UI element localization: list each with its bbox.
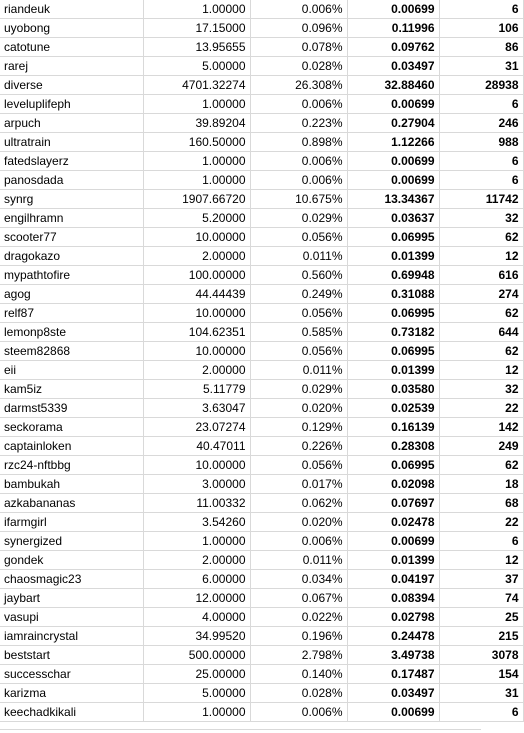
value-cell[interactable]: 0.24478	[347, 627, 439, 646]
amount-cell[interactable]: 2.00000	[143, 361, 250, 380]
amount-cell[interactable]: 5.11779	[143, 380, 250, 399]
value-cell[interactable]: 0.73182	[347, 323, 439, 342]
value-cell[interactable]: 0.07697	[347, 494, 439, 513]
percent-cell[interactable]: 0.011%	[250, 361, 347, 380]
amount-cell[interactable]: 13.95655	[143, 38, 250, 57]
percent-cell[interactable]: 0.017%	[250, 475, 347, 494]
amount-cell[interactable]: 25.00000	[143, 665, 250, 684]
value-cell[interactable]: 0.69948	[347, 266, 439, 285]
value-cell[interactable]: 0.03580	[347, 380, 439, 399]
value-cell[interactable]: 0.06995	[347, 304, 439, 323]
table-row	[0, 19, 523, 38]
name-cell[interactable]: beststart	[0, 646, 143, 665]
value-cell[interactable]: 0.00699	[347, 703, 439, 722]
reward-cell[interactable]: 86	[439, 38, 523, 57]
table-row	[0, 266, 523, 285]
value-cell[interactable]: 0.28308	[347, 437, 439, 456]
reward-cell[interactable]: 6	[439, 171, 523, 190]
percent-cell[interactable]: 0.006%	[250, 0, 347, 19]
percent-cell[interactable]: 0.028%	[250, 684, 347, 703]
reward-cell[interactable]: 37	[439, 570, 523, 589]
name-cell[interactable]: darmst5339	[0, 399, 143, 418]
table-row	[0, 38, 523, 57]
table-row	[0, 323, 523, 342]
reward-cell[interactable]: 246	[439, 114, 523, 133]
reward-cell[interactable]: 106	[439, 19, 523, 38]
value-cell[interactable]: 0.09762	[347, 38, 439, 57]
value-cell[interactable]: 0.02098	[347, 475, 439, 494]
percent-cell[interactable]: 0.034%	[250, 570, 347, 589]
value-cell[interactable]: 0.02539	[347, 399, 439, 418]
name-cell[interactable]: jaybart	[0, 589, 143, 608]
percent-cell[interactable]: 0.067%	[250, 589, 347, 608]
reward-cell[interactable]: 62	[439, 456, 523, 475]
reward-cell[interactable]: 28938	[439, 76, 523, 95]
reward-cell[interactable]: 11742	[439, 190, 523, 209]
amount-cell[interactable]: 17.15000	[143, 19, 250, 38]
reward-cell[interactable]: 22	[439, 399, 523, 418]
percent-cell[interactable]: 0.062%	[250, 494, 347, 513]
table-row	[0, 0, 523, 19]
percent-cell[interactable]: 0.011%	[250, 247, 347, 266]
amount-cell[interactable]: 12.00000	[143, 589, 250, 608]
table-row	[0, 627, 523, 646]
percent-cell[interactable]: 0.078%	[250, 38, 347, 57]
name-cell[interactable]: captainloken	[0, 437, 143, 456]
value-cell[interactable]: 0.00699	[347, 0, 439, 19]
percent-cell[interactable]: 0.056%	[250, 342, 347, 361]
table-row	[0, 513, 523, 532]
table-row	[0, 684, 523, 703]
name-cell[interactable]: engilhramn	[0, 209, 143, 228]
percent-cell[interactable]: 0.028%	[250, 57, 347, 76]
amount-cell[interactable]: 1.00000	[143, 152, 250, 171]
table-row	[0, 437, 523, 456]
amount-cell[interactable]: 11.00332	[143, 494, 250, 513]
amount-cell[interactable]: 5.00000	[143, 57, 250, 76]
value-cell[interactable]: 3.49738	[347, 646, 439, 665]
reward-cell[interactable]: 616	[439, 266, 523, 285]
amount-cell[interactable]: 34.99520	[143, 627, 250, 646]
percent-cell[interactable]: 26.308%	[250, 76, 347, 95]
percent-cell[interactable]: 0.029%	[250, 209, 347, 228]
table-row	[0, 380, 523, 399]
table-row	[0, 665, 523, 684]
value-cell[interactable]: 13.34367	[347, 190, 439, 209]
table-row	[0, 570, 523, 589]
percent-cell[interactable]: 0.020%	[250, 399, 347, 418]
name-cell[interactable]: rzc24-nftbbg	[0, 456, 143, 475]
name-cell[interactable]: uyobong	[0, 19, 143, 38]
reward-cell[interactable]: 6	[439, 95, 523, 114]
percent-cell[interactable]: 0.006%	[250, 532, 347, 551]
percent-cell[interactable]: 0.196%	[250, 627, 347, 646]
amount-cell[interactable]: 1907.66720	[143, 190, 250, 209]
amount-cell[interactable]: 160.50000	[143, 133, 250, 152]
name-cell[interactable]: synergized	[0, 532, 143, 551]
reward-cell[interactable]: 68	[439, 494, 523, 513]
value-cell[interactable]: 0.03497	[347, 684, 439, 703]
amount-cell[interactable]: 3.00000	[143, 475, 250, 494]
percent-cell[interactable]: 0.029%	[250, 380, 347, 399]
reward-cell[interactable]: 18	[439, 475, 523, 494]
amount-cell[interactable]: 6.00000	[143, 570, 250, 589]
table-row	[0, 285, 523, 304]
reward-cell[interactable]: 12	[439, 361, 523, 380]
reward-cell[interactable]: 32	[439, 380, 523, 399]
table-row	[0, 228, 523, 247]
next-row-edge	[0, 729, 481, 733]
amount-cell[interactable]: 3.63047	[143, 399, 250, 418]
name-cell[interactable]: bambukah	[0, 475, 143, 494]
percent-cell[interactable]: 0.129%	[250, 418, 347, 437]
value-cell[interactable]: 0.01399	[347, 247, 439, 266]
value-cell[interactable]: 0.02478	[347, 513, 439, 532]
table-row	[0, 133, 523, 152]
table-row	[0, 494, 523, 513]
percent-cell[interactable]: 0.020%	[250, 513, 347, 532]
reward-cell[interactable]: 142	[439, 418, 523, 437]
value-cell[interactable]: 0.31088	[347, 285, 439, 304]
name-cell[interactable]: rarej	[0, 57, 143, 76]
reward-cell[interactable]: 62	[439, 228, 523, 247]
percent-cell[interactable]: 0.056%	[250, 228, 347, 247]
reward-cell[interactable]: 249	[439, 437, 523, 456]
reward-cell[interactable]: 22	[439, 513, 523, 532]
name-cell[interactable]: vasupi	[0, 608, 143, 627]
percent-cell[interactable]: 2.798%	[250, 646, 347, 665]
table-row	[0, 342, 523, 361]
amount-cell[interactable]: 39.89204	[143, 114, 250, 133]
name-cell[interactable]: scooter77	[0, 228, 143, 247]
amount-cell[interactable]: 44.44439	[143, 285, 250, 304]
table-row	[0, 190, 523, 209]
table-row	[0, 152, 523, 171]
amount-cell[interactable]: 1.00000	[143, 532, 250, 551]
table-row	[0, 551, 523, 570]
reward-cell[interactable]: 62	[439, 304, 523, 323]
amount-cell[interactable]: 4.00000	[143, 608, 250, 627]
table-row	[0, 418, 523, 437]
percent-cell[interactable]: 0.249%	[250, 285, 347, 304]
name-cell[interactable]: catotune	[0, 38, 143, 57]
table-row	[0, 76, 523, 95]
value-cell[interactable]: 0.00699	[347, 152, 439, 171]
value-cell[interactable]: 0.17487	[347, 665, 439, 684]
reward-cell[interactable]: 12	[439, 247, 523, 266]
reward-cell[interactable]: 6	[439, 0, 523, 19]
name-cell[interactable]: keechadkikali	[0, 703, 143, 722]
name-cell[interactable]: diverse	[0, 76, 143, 95]
table-row	[0, 114, 523, 133]
value-cell[interactable]: 0.01399	[347, 361, 439, 380]
amount-cell[interactable]: 5.00000	[143, 684, 250, 703]
amount-cell[interactable]: 104.62351	[143, 323, 250, 342]
amount-cell[interactable]: 10.00000	[143, 228, 250, 247]
name-cell[interactable]: dragokazo	[0, 247, 143, 266]
name-cell[interactable]: agog	[0, 285, 143, 304]
table-row	[0, 247, 523, 266]
name-cell[interactable]: ifarmgirl	[0, 513, 143, 532]
reward-cell[interactable]: 74	[439, 589, 523, 608]
reward-cell[interactable]: 988	[439, 133, 523, 152]
name-cell[interactable]: seckorama	[0, 418, 143, 437]
table-row	[0, 475, 523, 494]
percent-cell[interactable]: 0.898%	[250, 133, 347, 152]
percent-cell[interactable]: 0.006%	[250, 152, 347, 171]
percent-cell[interactable]: 0.011%	[250, 551, 347, 570]
amount-cell[interactable]: 1.00000	[143, 171, 250, 190]
table-row	[0, 399, 523, 418]
value-cell[interactable]: 0.11996	[347, 19, 439, 38]
amount-cell[interactable]: 1.00000	[143, 703, 250, 722]
value-cell[interactable]: 0.08394	[347, 589, 439, 608]
percent-cell[interactable]: 0.226%	[250, 437, 347, 456]
name-cell[interactable]: chaosmagic23	[0, 570, 143, 589]
percent-cell[interactable]: 0.022%	[250, 608, 347, 627]
amount-cell[interactable]: 3.54260	[143, 513, 250, 532]
name-cell[interactable]: azkabananas	[0, 494, 143, 513]
reward-cell[interactable]: 25	[439, 608, 523, 627]
amount-cell[interactable]: 2.00000	[143, 247, 250, 266]
percent-cell[interactable]: 0.006%	[250, 703, 347, 722]
reward-cell[interactable]: 62	[439, 342, 523, 361]
amount-cell[interactable]: 500.00000	[143, 646, 250, 665]
reward-cell[interactable]: 31	[439, 57, 523, 76]
value-cell[interactable]: 0.03497	[347, 57, 439, 76]
table-row	[0, 703, 523, 722]
reward-cell[interactable]: 6	[439, 152, 523, 171]
value-cell[interactable]: 0.00699	[347, 171, 439, 190]
percent-cell[interactable]: 0.560%	[250, 266, 347, 285]
name-cell[interactable]: riandeuk	[0, 0, 143, 19]
name-cell[interactable]: eii	[0, 361, 143, 380]
name-cell[interactable]: fatedslayerz	[0, 152, 143, 171]
name-cell[interactable]: synrg	[0, 190, 143, 209]
value-cell[interactable]: 1.12266	[347, 133, 439, 152]
reward-cell[interactable]: 12	[439, 551, 523, 570]
table-row	[0, 95, 523, 114]
table-row	[0, 209, 523, 228]
amount-cell[interactable]: 1.00000	[143, 0, 250, 19]
name-cell[interactable]: arpuch	[0, 114, 143, 133]
reward-cell[interactable]: 31	[439, 684, 523, 703]
amount-cell[interactable]: 10.00000	[143, 342, 250, 361]
value-cell[interactable]: 0.06995	[347, 342, 439, 361]
reward-cell[interactable]: 274	[439, 285, 523, 304]
table-row	[0, 589, 523, 608]
percent-cell[interactable]: 0.006%	[250, 171, 347, 190]
percent-cell[interactable]: 0.140%	[250, 665, 347, 684]
amount-cell[interactable]: 2.00000	[143, 551, 250, 570]
percent-cell[interactable]: 0.056%	[250, 304, 347, 323]
amount-cell[interactable]: 40.47011	[143, 437, 250, 456]
amount-cell[interactable]: 1.00000	[143, 95, 250, 114]
reward-cell[interactable]: 215	[439, 627, 523, 646]
reward-cell[interactable]: 6	[439, 532, 523, 551]
name-cell[interactable]: gondek	[0, 551, 143, 570]
value-cell[interactable]: 0.02798	[347, 608, 439, 627]
value-cell[interactable]: 0.16139	[347, 418, 439, 437]
percent-cell[interactable]: 10.675%	[250, 190, 347, 209]
amount-cell[interactable]: 23.07274	[143, 418, 250, 437]
amount-cell[interactable]: 4701.32274	[143, 76, 250, 95]
reward-cell[interactable]: 32	[439, 209, 523, 228]
percent-cell[interactable]: 0.056%	[250, 456, 347, 475]
value-cell[interactable]: 0.04197	[347, 570, 439, 589]
percent-cell[interactable]: 0.223%	[250, 114, 347, 133]
value-cell[interactable]: 0.00699	[347, 532, 439, 551]
name-cell[interactable]: steem82868	[0, 342, 143, 361]
table-row	[0, 608, 523, 627]
amount-cell[interactable]: 5.20000	[143, 209, 250, 228]
name-cell[interactable]: iamraincrystal	[0, 627, 143, 646]
name-cell[interactable]: lemonp8ste	[0, 323, 143, 342]
value-cell[interactable]: 0.27904	[347, 114, 439, 133]
reward-cell[interactable]: 6	[439, 703, 523, 722]
name-cell[interactable]: panosdada	[0, 171, 143, 190]
reward-cell[interactable]: 154	[439, 665, 523, 684]
value-cell[interactable]: 0.06995	[347, 228, 439, 247]
name-cell[interactable]: kam5iz	[0, 380, 143, 399]
name-cell[interactable]: mypathtofire	[0, 266, 143, 285]
table-row	[0, 532, 523, 551]
table-row	[0, 361, 523, 380]
amount-cell[interactable]: 10.00000	[143, 456, 250, 475]
value-cell[interactable]: 0.06995	[347, 456, 439, 475]
name-cell[interactable]: leveluplifeph	[0, 95, 143, 114]
name-cell[interactable]: karizma	[0, 684, 143, 703]
value-cell[interactable]: 0.00699	[347, 95, 439, 114]
name-cell[interactable]: successchar	[0, 665, 143, 684]
amount-cell[interactable]: 100.00000	[143, 266, 250, 285]
percent-cell[interactable]: 0.006%	[250, 95, 347, 114]
percent-cell[interactable]: 0.585%	[250, 323, 347, 342]
name-cell[interactable]: relf87	[0, 304, 143, 323]
name-cell[interactable]: ultratrain	[0, 133, 143, 152]
value-cell[interactable]: 32.88460	[347, 76, 439, 95]
table-row	[0, 171, 523, 190]
table-row	[0, 646, 523, 665]
table-row	[0, 57, 523, 76]
value-cell[interactable]: 0.01399	[347, 551, 439, 570]
value-cell[interactable]: 0.03637	[347, 209, 439, 228]
reward-cell[interactable]: 644	[439, 323, 523, 342]
reward-cell[interactable]: 3078	[439, 646, 523, 665]
amount-cell[interactable]: 10.00000	[143, 304, 250, 323]
table-row	[0, 304, 523, 323]
table-row	[0, 456, 523, 475]
percent-cell[interactable]: 0.096%	[250, 19, 347, 38]
